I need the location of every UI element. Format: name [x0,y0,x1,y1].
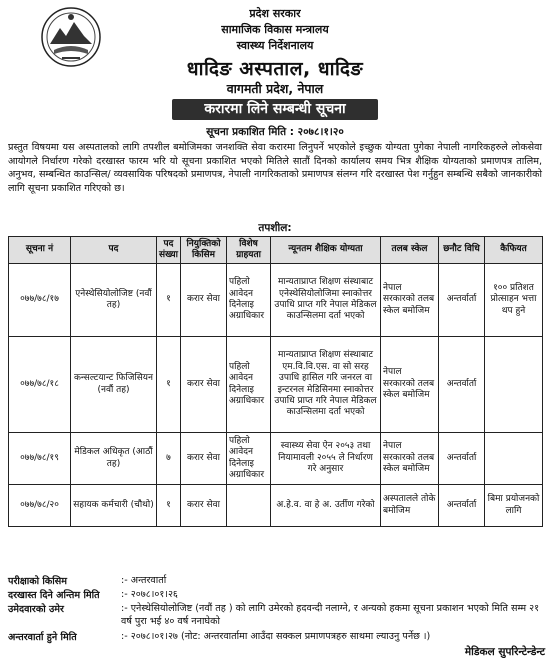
cell-salary-scale: नेपाल सरकारको तलब स्केल बमोजिम [381,264,439,337]
vacancy-table [8,236,543,527]
cell-salary-scale: नेपाल सरकारको तलब स्केल बमोजिम [381,337,439,433]
age-value: :- एनेस्थेसियोलोजिष्ट (नवौं तह ) को लागि उमेरको हदवन्दी नलाग्ने, र अन्यको हकमा सूचना प्रकाशन भएको मिति सम्म २१ वर्ष पुरा भई ४० वर्ष ननाघेको [121,603,540,627]
deadline-label: दरखास्त दिने अन्तिम मिति [8,590,100,601]
cell-appointment-type: करार सेवा [181,433,227,485]
publish-date: सूचना प्रकाशित मिति : २०७८।१।२० [206,126,344,138]
province-line: वागमती प्रदेश, नेपाल [226,81,324,96]
cell-min-qualification: स्वास्थ्य सेवा ऐन २०५३ तथा नियामावली २०५५ ले निर्धारण गरे अनुसार [271,433,381,485]
cell-selection-method: अन्तर्वार्ता [439,485,485,527]
cell-selection-method: अन्तर्वार्ता [439,337,485,433]
cell-post-count: ७ [157,433,181,485]
exam-type-label: परीक्षाको किसिम [8,576,67,587]
exam-type-value: :- अन्तरवार्ता [121,575,167,586]
cell-remarks: बिमा प्रयोजनको लागि [485,485,543,527]
cell-appointment-type: करार सेवा [181,337,227,433]
cell-appointment-type: करार सेवा [181,264,227,337]
header-min-qualification: न्यूनतम शैक्षिक योग्यता [271,237,381,264]
cell-remarks: १०० प्रतिशत प्रोत्साहन भत्ता थप हुने [485,264,543,337]
cell-post-count: १ [157,337,181,433]
cell-special-preference: पहिलो आवेदन दिनेलाइ अग्राधिकार [227,337,271,433]
cell-post-count: १ [157,485,181,527]
cell-min-qualification: मान्यताप्राप्त शिक्षण संस्थाबाट एम.वि.वि.एस. वा सो सरह उपाधि हासिल गरि जनरल वा इन्टरनल मेडिसिनमा स्नाकोत्तर उपाधि प्राप्त गरि नेपाल मेडिकल काउन्सिलमा दर्ता भएको [271,337,381,433]
header-notice-no: सूचना नं [9,237,71,264]
cell-post: कन्सल्टयान्ट फिजिसियन (नवौं तह) [71,337,157,433]
age-label: उमेदवारको उमेर [8,604,64,615]
cell-post-count: १ [157,264,181,337]
table-row [9,433,543,485]
header-post: पद [71,237,157,264]
ministry-line: सामाजिक विकास मन्त्रालय [221,23,329,36]
table-row [9,337,543,433]
notice-title: करारमा लिने सम्बन्धी सूचना [172,99,378,120]
cell-remarks [485,337,543,433]
table-label: तपशील: [258,222,292,234]
table-row [9,485,543,527]
directorate-line: स्वास्थ्य निर्देशनालय [236,39,314,52]
table-row [9,264,543,337]
cell-post: सहायक कर्मचारी (चौथो) [71,485,157,527]
cell-notice-no: ०७७/७८/१८ [9,337,71,433]
header-selection-method: छनौट विधि [439,237,485,264]
interview-value: :- २०७८।०१।२७ (नोट: अन्तरवार्तामा आउँदा सक्कल प्रमाणपत्रहरु साथमा ल्याउनु पर्नेछ ।) [121,631,431,642]
cell-appointment-type: करार सेवा [181,485,227,527]
intro-paragraph: प्रस्तुत विषयमा यस अस्पतालको लागि तपशील बमोजिमका जनशक्ति सेवा करारमा लिनुपर्ने भएकोले इच्छुक योग्यता पुगेका नेपाली नागरिकहरुले लोकसेवा आयोगले निर्धारण गरेको दरखास्त फारम भरि यो सूचना प्रकाशित भएको मितिले सातौं दिनको कार्यालय समय भित्र शैक्षिक योग्यताको प्रमाणपत्र तालिम, अनुभव, सम्बन्धित काउन्सिल/ व्यवसायिक परिषदको प्रमाणपत्र, नेपाली नागरिकताको प्रमाणपत्र संलग्न गरि दरखास्त पेश गर्नुहुन सम्बन्धि सबैको जानकारीको लागि सूचना प्रकाशित गरिएको छ। [8,142,542,194]
header-appointment-type: नियुक्तिको किसिम [181,237,227,264]
header-salary-scale: तलब स्केल [381,237,439,264]
table-header-row [9,237,543,264]
hospital-name: धादिङ अस्पताल, धादिङ [186,58,364,80]
cell-min-qualification: अ.हे.व. वा हे अ. उर्तीण गरेको [271,485,381,527]
cell-salary-scale: अस्पतालले तोके बमोजिम [381,485,439,527]
header-post-count: पद संख्या [157,237,181,264]
header-remarks: कैफियत [485,237,543,264]
header-special-preference: विशेष ग्राहयता [227,237,271,264]
cell-salary-scale: नेपाल सरकारको तलब स्केल बमोजिम [381,433,439,485]
interview-label: अन्तरवार्ता हुने मिति [8,632,77,643]
deadline-value: :- २०७८।०१।२६ [121,589,178,600]
cell-special-preference [227,485,271,527]
cell-notice-no: ०७७/७८/२० [9,485,71,527]
cell-special-preference: पहिलो आवेदन दिनेलाइ अग्राधिकार [227,264,271,337]
government-line: प्रदेश सरकार [249,7,301,20]
cell-selection-method: अन्तर्वार्ता [439,264,485,337]
signature: मेडिकल सुपरिन्टेन्डेन्ट [464,646,545,658]
cell-notice-no: ०७७/७८/१९ [9,433,71,485]
cell-notice-no: ०७७/७८/१७ [9,264,71,337]
cell-post: मेडिकल अधिकृत (आठौं तह) [71,433,157,485]
cell-min-qualification: मान्यताप्राप्त शिक्षण संस्थाबाट एनेस्थेसियोलोजिमा स्नाकोत्तर उपाधि प्राप्त गरि नेपाल मेडिकल काउन्सिलमा दर्ता भएको [271,264,381,337]
cell-special-preference: पहिलो आवेदन दिनेलाइ अग्राधिकार [227,433,271,485]
cell-post: एनेस्थेसियोलोजिष्ट (नवौं तह) [71,264,157,337]
cell-remarks [485,433,543,485]
cell-selection-method: अन्तर्वार्ता [439,433,485,485]
